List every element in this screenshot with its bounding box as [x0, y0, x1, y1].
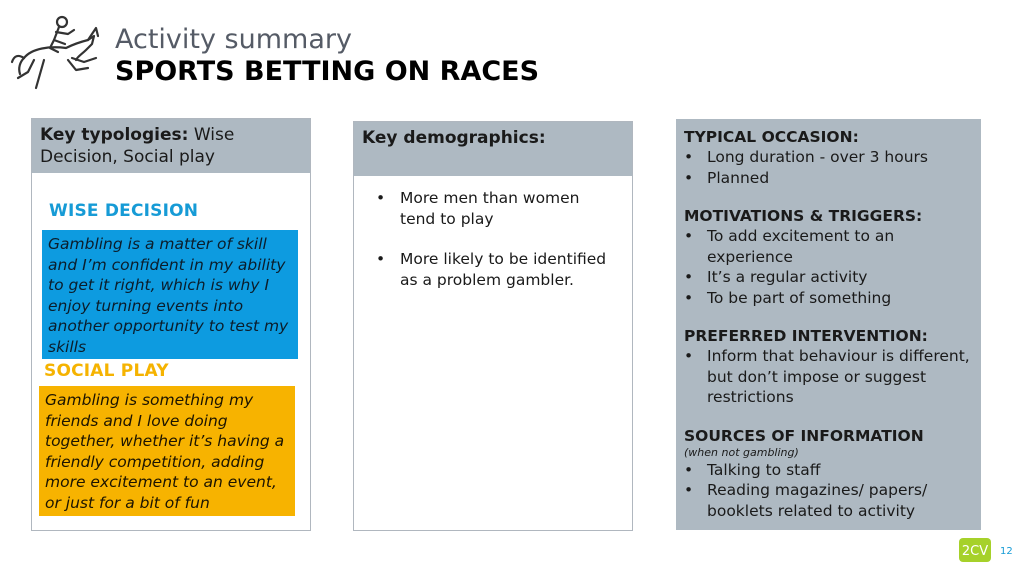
list-item: • It’s a regular activity — [684, 267, 973, 288]
motivations-title: MOTIVATIONS & TRIGGERS: — [684, 207, 923, 225]
list-item: • More likely to be identified as a problem gambler. — [374, 249, 619, 290]
list-item: • Talking to staff — [684, 460, 973, 481]
demographics-header: Key demographics: — [354, 122, 632, 176]
list-item: • Planned — [684, 168, 973, 189]
details-panel — [676, 119, 981, 530]
social-play-quote: Gambling is something my friends and I love doing together, whether it’s having a friendly competition, adding more excitement to an event, or just for a bit of fun — [39, 386, 295, 516]
wise-decision-title: WISE DECISION — [49, 201, 199, 221]
social-play-title: SOCIAL PLAY — [44, 361, 169, 381]
intervention-title: PREFERRED INTERVENTION: — [684, 327, 928, 345]
title-block — [115, 24, 539, 88]
page-number: 12 — [1000, 546, 1013, 557]
list-item: • To add excitement to an experience — [684, 226, 973, 267]
intervention-section — [684, 326, 973, 408]
page-title: SPORTS BETTING ON RACES — [115, 56, 540, 87]
typologies-panel — [31, 118, 311, 531]
motivations-section — [684, 206, 973, 308]
list-item: • More men than women tend to play — [374, 188, 619, 229]
list-item: • Reading magazines/ papers/ booklets related to activity — [684, 480, 973, 521]
typologies-value: Wise Decision, Social play — [40, 125, 235, 167]
list-item: • To be part of something — [684, 288, 973, 309]
occasion-title: TYPICAL OCCASION: — [684, 128, 859, 146]
demographics-panel — [353, 121, 633, 531]
occasion-section — [684, 127, 973, 188]
typologies-label: Key typologies: — [40, 125, 189, 145]
list-item: • Inform that behaviour is different, but don’t impose or suggest restrictions — [684, 346, 973, 408]
list-item: • Long duration - over 3 hours — [684, 147, 973, 168]
typologies-header — [32, 119, 310, 173]
horse-jockey-icon — [10, 14, 102, 92]
sources-title: SOURCES OF INFORMATION — [684, 426, 924, 445]
sources-note: (when not gambling) — [684, 445, 799, 459]
wise-decision-quote: Gambling is a matter of skill and I’m confident in my ability to get it right, which is why I enjoy turning events into another opportunity to test my skills — [42, 230, 298, 359]
demographics-list — [374, 188, 619, 310]
brand-logo — [958, 537, 992, 563]
sources-section — [684, 426, 973, 522]
brand-text: 2CV — [961, 544, 989, 559]
page-subtitle: Activity summary — [115, 24, 352, 55]
